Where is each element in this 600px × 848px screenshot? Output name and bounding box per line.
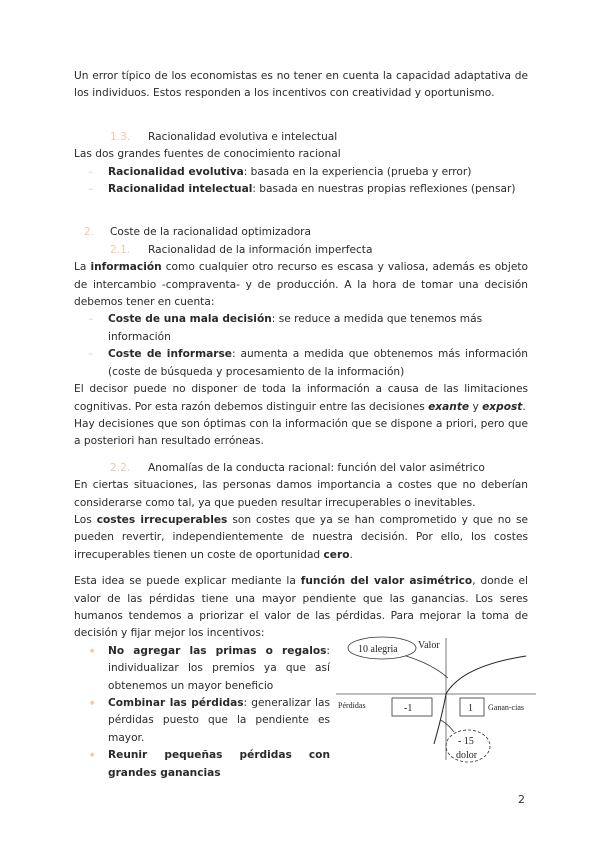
text: Los (74, 513, 97, 526)
alegria-label: 10 alegria (358, 644, 398, 655)
list-item (74, 346, 528, 381)
item-text: : generalizar las pérdidas puesto que la pendiente es mayor. (108, 697, 330, 744)
text-bold: costes irrecuperables (96, 513, 228, 526)
gain-value: 1 (468, 703, 473, 714)
text: . (522, 400, 526, 413)
item-text: : basada en nuestras propias reflexiones (pensar) (252, 183, 516, 196)
text: El decisor puede no disponer de toda la información a causa de las limitaciones cognitivas. Por esta razón debemos distinguir entre las decisiones (74, 383, 528, 413)
text-bold: cero (323, 548, 350, 561)
intro-paragraph: Un error típico de los economistas es no tener en cuenta la capacidad adaptativa de los individuos. Estos responden a los incentivos con creatividad y oportunismo. (74, 70, 528, 100)
dolor-pointer (440, 720, 454, 732)
list-item (74, 311, 528, 346)
text: como cualquier otro recurso es escasa y valiosa, además es objeto de intercambio -compraventa- y de producción. A la hora de tomar una decisión debemos tener en cuenta: (74, 261, 528, 309)
item-bold: Racionalidad intelectual (108, 183, 253, 196)
valor-label: Valor (418, 640, 440, 651)
item-bold: Coste de una mala decisión (108, 313, 272, 326)
heading-2 (84, 224, 528, 241)
text-emphasis: expost (482, 400, 523, 413)
item-bold: Racionalidad evolutiva (108, 165, 244, 178)
list-2-1 (74, 311, 528, 381)
list-1-3 (74, 164, 528, 199)
paragraph-costes (74, 512, 528, 564)
dolor-value: - 15 (458, 736, 474, 747)
ganancias-label: Ganan-cias (488, 703, 524, 712)
heading-1-3 (110, 129, 528, 146)
value-function-figure (336, 628, 536, 768)
paragraph-decisor (74, 381, 528, 416)
paragraph-informacion (74, 259, 528, 311)
dolor-label: dolor (456, 750, 478, 761)
text: Esta idea se puede explicar mediante la (74, 575, 301, 588)
text: , donde el valor de las pérdidas tiene una mayor pendiente que las ganancias. Los seres humanos tendemos a priorizar el valor de las pérdidas. Para mejorar la toma de decisión y fijar mejor los incentivos: (74, 575, 528, 640)
loss-value: -1 (404, 703, 413, 714)
heading-2-1 (110, 242, 528, 259)
text-emphasis: exante (428, 400, 470, 413)
heading-number: 2. (84, 226, 95, 239)
perdidas-label: Pérdidas (338, 701, 366, 710)
value-curve (434, 656, 526, 744)
item-bold: Reunir pequeñas pérdidas con grandes ganancias (108, 749, 330, 779)
list-2-2 (74, 643, 330, 782)
text-bold: información (90, 261, 162, 274)
list-item (74, 695, 330, 747)
item-bold: No agregar las primas o regalos (108, 644, 327, 657)
list-item (74, 164, 528, 181)
heading-title: Coste de la racionalidad optimizadora (110, 226, 312, 239)
section-lead: Las dos grandes fuentes de conocimiento racional (74, 148, 341, 161)
page-number: 2 (518, 793, 525, 806)
heading-2-2 (110, 460, 528, 477)
text: son costes que ya se han comprometido y que no se pueden revertir, independientemente de nuestra decisión. Por ello, los costes irrecuperables tienen un coste de oportunidad (74, 513, 529, 561)
item-text: : individualizar los premios ya que así obtenemos un mayor beneficio (108, 644, 330, 692)
heading-title: Racionalidad de la información imperfecta (148, 243, 373, 256)
paragraph-decisiones: Hay decisiones que son óptimas con la información que se dispone a priori, pero que a posteriori han resultado erróneas. (74, 417, 528, 448)
heading-number: 2.2. (110, 461, 131, 474)
text: y (469, 400, 483, 413)
text: La (74, 261, 91, 274)
item-bold: Combinar las pérdidas (108, 697, 244, 709)
heading-title: Racionalidad evolutiva e intelectual (148, 130, 338, 143)
list-item (74, 181, 528, 198)
heading-title: Anomalías de la conducta racional: función del valor asimétrico (148, 461, 485, 474)
heading-number: 2.1. (110, 243, 131, 256)
list-item (74, 643, 330, 695)
item-text: : aumenta a medida que obtenemos más información (coste de búsqueda y procesamiento de la información) (108, 348, 528, 378)
item-bold: Coste de informarse (108, 348, 232, 361)
list-item (74, 747, 330, 782)
heading-number: 1.3. (110, 130, 131, 143)
alegria-pointer (406, 656, 448, 678)
text-bold: función del valor asimétrico (300, 575, 473, 588)
item-text: : se reduce a medida que tenemos más información (108, 313, 483, 343)
item-text: : basada en la experiencia (prueba y error) (243, 165, 472, 178)
paragraph-situaciones: En ciertas situaciones, las personas damos importancia a costes que no deberían considerarse como tal, ya que pueden resultar irrecuperables o inevitables. (74, 479, 528, 509)
text: . (349, 548, 353, 561)
